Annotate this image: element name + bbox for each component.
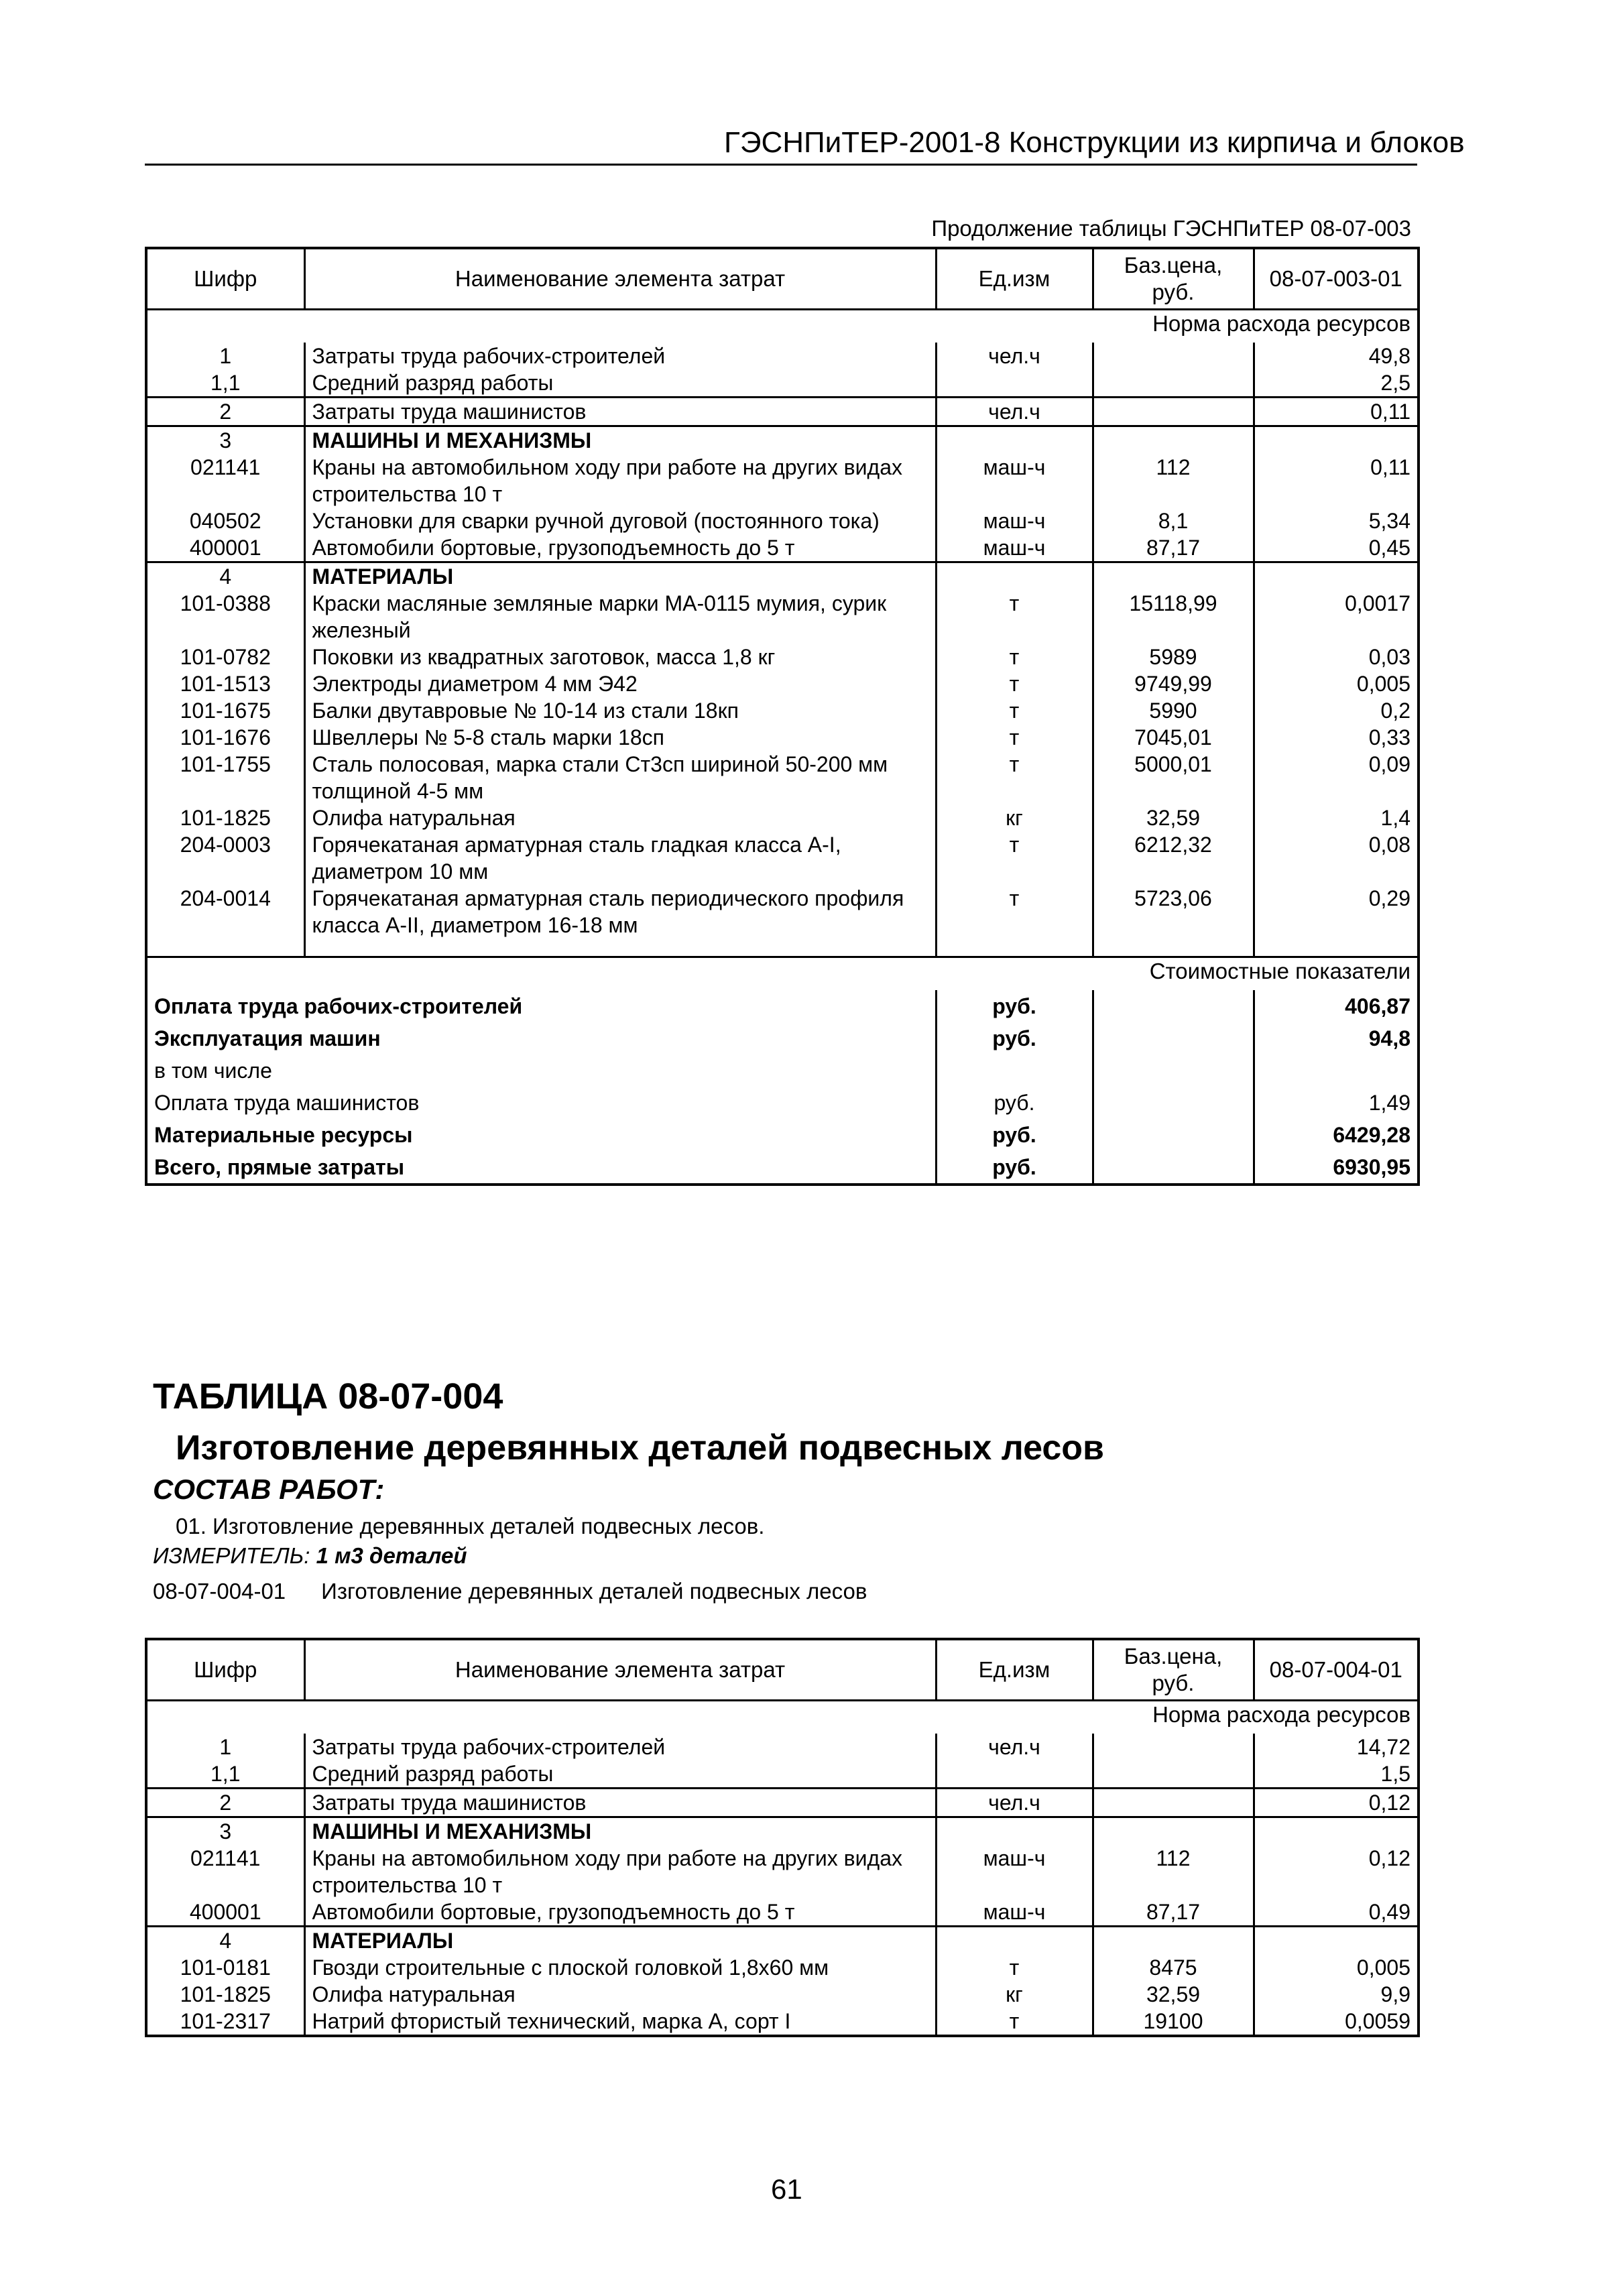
composition-label: СОСТАВ РАБОТ: <box>153 1473 385 1505</box>
resource-name: Краны на автомобильном ходу при работе на других видах строительства 10 т <box>304 1845 936 1898</box>
resource-unit <box>936 1927 1093 1955</box>
col-code-header: Шифр <box>194 266 257 291</box>
resource-price <box>1093 1817 1254 1846</box>
resource-row <box>146 343 1419 369</box>
summary-value: 1,49 <box>1254 1087 1419 1119</box>
resource-norm: 0,29 <box>1254 885 1419 939</box>
resource-unit: маш-ч <box>936 507 1093 534</box>
resource-code: 400001 <box>189 536 261 560</box>
resource-price: 87,17 <box>1093 534 1254 562</box>
summary-empty <box>1093 1119 1254 1151</box>
resource-row <box>146 831 1419 885</box>
summary-row <box>146 1022 1419 1054</box>
resource-unit: маш-ч <box>936 1898 1093 1927</box>
resource-unit: чел.ч <box>936 343 1093 369</box>
resource-code: 4 <box>146 1927 304 1955</box>
resource-code: 101-1676 <box>180 725 271 749</box>
col-unit-header: Ед.изм <box>936 1639 1093 1701</box>
resource-code: 101-1755 <box>180 752 271 776</box>
resource-norm: 14,72 <box>1254 1734 1419 1760</box>
resource-price <box>1093 426 1254 455</box>
resource-unit: т <box>936 751 1093 804</box>
col-rate-code-header: 08-07-003-01 <box>1254 248 1419 310</box>
resource-unit: т <box>936 590 1093 644</box>
resource-norm: 0,33 <box>1254 724 1419 751</box>
resource-name: Поковки из квадратных заготовок, масса 1,8 кг <box>304 644 936 670</box>
resource-price: 5000,01 <box>1093 751 1254 804</box>
resource-code: 021141 <box>190 455 261 479</box>
resource-row <box>146 1845 1419 1898</box>
resource-code: 400001 <box>189 1900 261 1924</box>
resource-code: 021141 <box>190 1846 261 1870</box>
summary-unit: руб. <box>936 1151 1093 1185</box>
resource-unit <box>936 1760 1093 1789</box>
resource-code: 204-0014 <box>180 886 271 910</box>
cost-band-label: Стоимостные показатели <box>146 957 1419 991</box>
summary-row <box>146 1119 1419 1151</box>
resource-unit: чел.ч <box>936 1789 1093 1817</box>
measure-label: ИЗМЕРИТЕЛЬ: <box>153 1543 310 1568</box>
summary-label: Материальные ресурсы <box>154 1123 413 1147</box>
running-header: ГЭСНПиТЕР-2001-8 Конструкции из кирпича и блоков <box>724 126 1465 159</box>
resource-price <box>1093 562 1254 591</box>
resource-name: Швеллеры № 5-8 сталь марки 18сп <box>304 724 936 751</box>
resource-unit: маш-ч <box>936 534 1093 562</box>
summary-empty <box>1093 990 1254 1022</box>
resource-unit <box>936 369 1093 398</box>
resource-name: Олифа натуральная <box>304 804 936 831</box>
resource-price: 5989 <box>1093 644 1254 670</box>
summary-row <box>146 1151 1419 1185</box>
table-header-row <box>146 248 1419 310</box>
measure-value: 1 м3 деталей <box>316 1543 467 1568</box>
resource-unit <box>936 426 1093 455</box>
resource-code: 101-1825 <box>180 1982 271 2006</box>
resource-price: 8,1 <box>1093 507 1254 534</box>
resource-unit: т <box>936 831 1093 885</box>
resource-code: 101-1825 <box>180 806 271 830</box>
resource-row <box>146 885 1419 939</box>
resource-price: 87,17 <box>1093 1898 1254 1927</box>
resource-name: Затраты труда машинистов <box>304 1789 936 1817</box>
resource-price <box>1093 1734 1254 1760</box>
continuation-note: Продолжение таблицы ГЭСНПиТЕР 08-07-003 <box>931 216 1411 241</box>
resource-row <box>146 454 1419 507</box>
summary-value: 406,87 <box>1254 990 1419 1022</box>
resource-row <box>146 697 1419 724</box>
resource-name: Автомобили бортовые, грузоподъемность до 5 т <box>304 1898 936 1927</box>
measure-line <box>153 1543 467 1569</box>
resource-row <box>146 1789 1419 1817</box>
spacer-cell <box>936 939 1093 957</box>
resource-norm: 1,5 <box>1254 1760 1419 1789</box>
resource-norm: 2,5 <box>1254 369 1419 398</box>
resource-unit: т <box>936 724 1093 751</box>
resource-name: Олифа натуральная <box>304 1981 936 2008</box>
resource-norm: 9,9 <box>1254 1981 1419 2008</box>
spacer-row <box>146 939 1419 957</box>
resource-code: 101-0388 <box>180 591 271 615</box>
composition-item: 01. Изготовление деревянных деталей подвесных лесов. <box>176 1514 765 1538</box>
summary-label: Оплата труда машинистов <box>154 1091 420 1115</box>
summary-empty <box>1093 1022 1254 1054</box>
summary-empty <box>1093 1151 1254 1185</box>
rate-name: Изготовление деревянных деталей подвесных лесов <box>321 1579 867 1604</box>
norm-band-label: Норма расхода ресурсов <box>146 310 1419 343</box>
resource-row <box>146 590 1419 644</box>
summary-row <box>146 1054 1419 1087</box>
summary-row <box>146 990 1419 1022</box>
spacer-cell <box>1093 939 1254 957</box>
resource-row <box>146 724 1419 751</box>
summary-label: Всего, прямые затраты <box>154 1155 405 1179</box>
resource-name: МАШИНЫ И МЕХАНИЗМЫ <box>304 426 936 455</box>
col-rate-code-header: 08-07-004-01 <box>1254 1639 1419 1701</box>
col-price-header: Баз.цена, руб. <box>1093 1639 1254 1701</box>
resource-norm: 0,09 <box>1254 751 1419 804</box>
resource-unit: т <box>936 697 1093 724</box>
resource-unit: маш-ч <box>936 1845 1093 1898</box>
resource-row <box>146 2008 1419 2036</box>
resource-table-08-07-003 <box>145 247 1420 1186</box>
resource-price: 8475 <box>1093 1954 1254 1981</box>
resource-price <box>1093 1789 1254 1817</box>
resource-code: 3 <box>146 1817 304 1846</box>
resource-code: 040502 <box>189 509 261 533</box>
resource-code: 101-0782 <box>180 645 271 669</box>
summary-unit: руб. <box>936 1022 1093 1054</box>
resource-price <box>1093 1760 1254 1789</box>
resource-row <box>146 1954 1419 1981</box>
resource-norm <box>1254 426 1419 455</box>
resource-norm: 0,08 <box>1254 831 1419 885</box>
col-name-header: Наименование элемента затрат <box>304 248 936 310</box>
resource-code: 101-1513 <box>180 672 271 696</box>
resource-name: Электроды диаметром 4 мм Э42 <box>304 670 936 697</box>
resource-code: 2 <box>146 1789 304 1817</box>
resource-norm: 0,005 <box>1254 1954 1419 1981</box>
resource-code: 101-2317 <box>180 2009 271 2033</box>
resource-name: Автомобили бортовые, грузоподъемность до 5 т <box>304 534 936 562</box>
resource-name: Затраты труда машинистов <box>304 398 936 426</box>
resource-row <box>146 398 1419 426</box>
resource-name: Балки двутавровые № 10-14 из стали 18кп <box>304 697 936 724</box>
resource-norm <box>1254 1927 1419 1955</box>
col-unit-header: Ед.изм <box>936 248 1093 310</box>
resource-row <box>146 369 1419 398</box>
resource-price: 32,59 <box>1093 804 1254 831</box>
norm-band-row <box>146 1701 1419 1734</box>
resource-unit: кг <box>936 1981 1093 2008</box>
spacer-cell <box>1254 939 1419 957</box>
summary-unit: руб. <box>936 990 1093 1022</box>
summary-row <box>146 1087 1419 1119</box>
resource-price: 112 <box>1093 454 1254 507</box>
summary-unit: руб. <box>936 1119 1093 1151</box>
resource-norm: 0,005 <box>1254 670 1419 697</box>
resource-name: Гвозди строительные с плоской головкой 1,8х60 мм <box>304 1954 936 1981</box>
resource-norm <box>1254 562 1419 591</box>
resource-row <box>146 804 1419 831</box>
resource-name: Горячекатаная арматурная сталь периодического профиля класса А-II, диаметром 16-18 мм <box>304 885 936 939</box>
resource-price: 5990 <box>1093 697 1254 724</box>
resource-code: 204-0003 <box>180 833 271 857</box>
spacer-cell <box>304 939 936 957</box>
resource-name: Натрий фтористый технический, марка А, сорт I <box>304 2008 936 2036</box>
resource-price <box>1093 1927 1254 1955</box>
resource-norm: 0,11 <box>1254 398 1419 426</box>
resource-unit: т <box>936 670 1093 697</box>
resource-norm: 0,03 <box>1254 644 1419 670</box>
summary-empty <box>1093 1087 1254 1119</box>
header-rule <box>145 164 1417 166</box>
summary-value: 6930,95 <box>1254 1151 1419 1185</box>
resource-norm <box>1254 1817 1419 1846</box>
resource-norm: 0,0017 <box>1254 590 1419 644</box>
resource-row <box>146 1760 1419 1789</box>
resource-unit: маш-ч <box>936 454 1093 507</box>
resource-name: Горячекатаная арматурная сталь гладкая класса А-I, диаметром 10 мм <box>304 831 936 885</box>
norm-band-label: Норма расхода ресурсов <box>146 1701 1419 1734</box>
resource-norm: 0,49 <box>1254 1898 1419 1927</box>
resource-code: 1,1 <box>211 1762 241 1786</box>
resource-norm: 0,45 <box>1254 534 1419 562</box>
spacer-cell <box>146 939 304 957</box>
resource-code: 4 <box>146 562 304 591</box>
resource-price: 19100 <box>1093 2008 1254 2036</box>
resource-name: Затраты труда рабочих-строителей <box>304 1734 936 1760</box>
cost-band-row <box>146 957 1419 991</box>
resource-row <box>146 670 1419 697</box>
resource-unit: т <box>936 2008 1093 2036</box>
resource-row <box>146 1898 1419 1927</box>
table-title: ТАБЛИЦА 08-07-004 <box>153 1376 503 1416</box>
resource-name: МАТЕРИАЛЫ <box>304 562 936 591</box>
resource-unit: кг <box>936 804 1093 831</box>
resource-price <box>1093 343 1254 369</box>
section-row <box>146 1817 1419 1846</box>
summary-unit <box>936 1054 1093 1087</box>
resource-row <box>146 507 1419 534</box>
table-header-row <box>146 1639 1419 1701</box>
resource-price <box>1093 369 1254 398</box>
resource-name: Средний разряд работы <box>304 1760 936 1789</box>
resource-name: Краски масляные земляные марки МА-0115 мумия, сурик железный <box>304 590 936 644</box>
resource-price: 32,59 <box>1093 1981 1254 2008</box>
resource-unit: т <box>936 1954 1093 1981</box>
resource-name: Краны на автомобильном ходу при работе на других видах строительства 10 т <box>304 454 936 507</box>
summary-label: Оплата труда рабочих-строителей <box>154 994 523 1018</box>
summary-label: в том числе <box>154 1059 272 1083</box>
resource-norm: 0,12 <box>1254 1845 1419 1898</box>
rate-code: 08-07-004-01 <box>153 1579 286 1604</box>
resource-unit <box>936 562 1093 591</box>
resource-name: Установки для сварки ручной дуговой (постоянного тока) <box>304 507 936 534</box>
resource-price: 7045,01 <box>1093 724 1254 751</box>
resource-row <box>146 534 1419 562</box>
resource-name: МАТЕРИАЛЫ <box>304 1927 936 1955</box>
resource-norm: 5,34 <box>1254 507 1419 534</box>
resource-price: 9749,99 <box>1093 670 1254 697</box>
summary-value: 94,8 <box>1254 1022 1419 1054</box>
resource-table-08-07-004 <box>145 1638 1420 2037</box>
resource-norm: 0,12 <box>1254 1789 1419 1817</box>
resource-norm: 0,11 <box>1254 454 1419 507</box>
resource-code: 101-1675 <box>180 699 271 723</box>
resource-norm: 0,2 <box>1254 697 1419 724</box>
table-subtitle: Изготовление деревянных деталей подвесных лесов <box>176 1429 1104 1467</box>
resource-row <box>146 751 1419 804</box>
col-name-header: Наименование элемента затрат <box>304 1639 936 1701</box>
resource-unit: чел.ч <box>936 1734 1093 1760</box>
summary-unit: руб. <box>936 1087 1093 1119</box>
resource-price: 15118,99 <box>1093 590 1254 644</box>
col-price-header: Баз.цена, руб. <box>1093 248 1254 310</box>
resource-price: 5723,06 <box>1093 885 1254 939</box>
section-row <box>146 562 1419 591</box>
resource-unit: т <box>936 885 1093 939</box>
resource-name: МАШИНЫ И МЕХАНИЗМЫ <box>304 1817 936 1846</box>
summary-label: Эксплуатация машин <box>154 1026 381 1050</box>
resource-price: 6212,32 <box>1093 831 1254 885</box>
rate-line <box>153 1579 867 1604</box>
resource-name: Затраты труда рабочих-строителей <box>304 343 936 369</box>
summary-value <box>1254 1054 1419 1087</box>
resource-code: 1 <box>219 1735 232 1759</box>
resource-name: Сталь полосовая, марка стали Ст3сп шириной 50-200 мм толщиной 4-5 мм <box>304 751 936 804</box>
resource-unit: т <box>936 644 1093 670</box>
resource-code: 101-0181 <box>180 1955 271 1980</box>
resource-unit: чел.ч <box>936 398 1093 426</box>
resource-row <box>146 1981 1419 2008</box>
resource-price: 112 <box>1093 1845 1254 1898</box>
norm-band-row <box>146 310 1419 343</box>
resource-code: 3 <box>146 426 304 455</box>
resource-unit <box>936 1817 1093 1846</box>
resource-price <box>1093 398 1254 426</box>
resource-name: Средний разряд работы <box>304 369 936 398</box>
col-code-header: Шифр <box>194 1657 257 1682</box>
resource-norm: 1,4 <box>1254 804 1419 831</box>
resource-norm: 0,0059 <box>1254 2008 1419 2036</box>
resource-code: 1,1 <box>211 371 241 395</box>
resource-code: 2 <box>146 398 304 426</box>
resource-norm: 49,8 <box>1254 343 1419 369</box>
page-number: 61 <box>771 2173 802 2205</box>
resource-row <box>146 1734 1419 1760</box>
resource-row <box>146 644 1419 670</box>
section-row <box>146 1927 1419 1955</box>
summary-empty <box>1093 1054 1254 1087</box>
summary-value: 6429,28 <box>1254 1119 1419 1151</box>
resource-code: 1 <box>219 344 232 368</box>
section-row <box>146 426 1419 455</box>
